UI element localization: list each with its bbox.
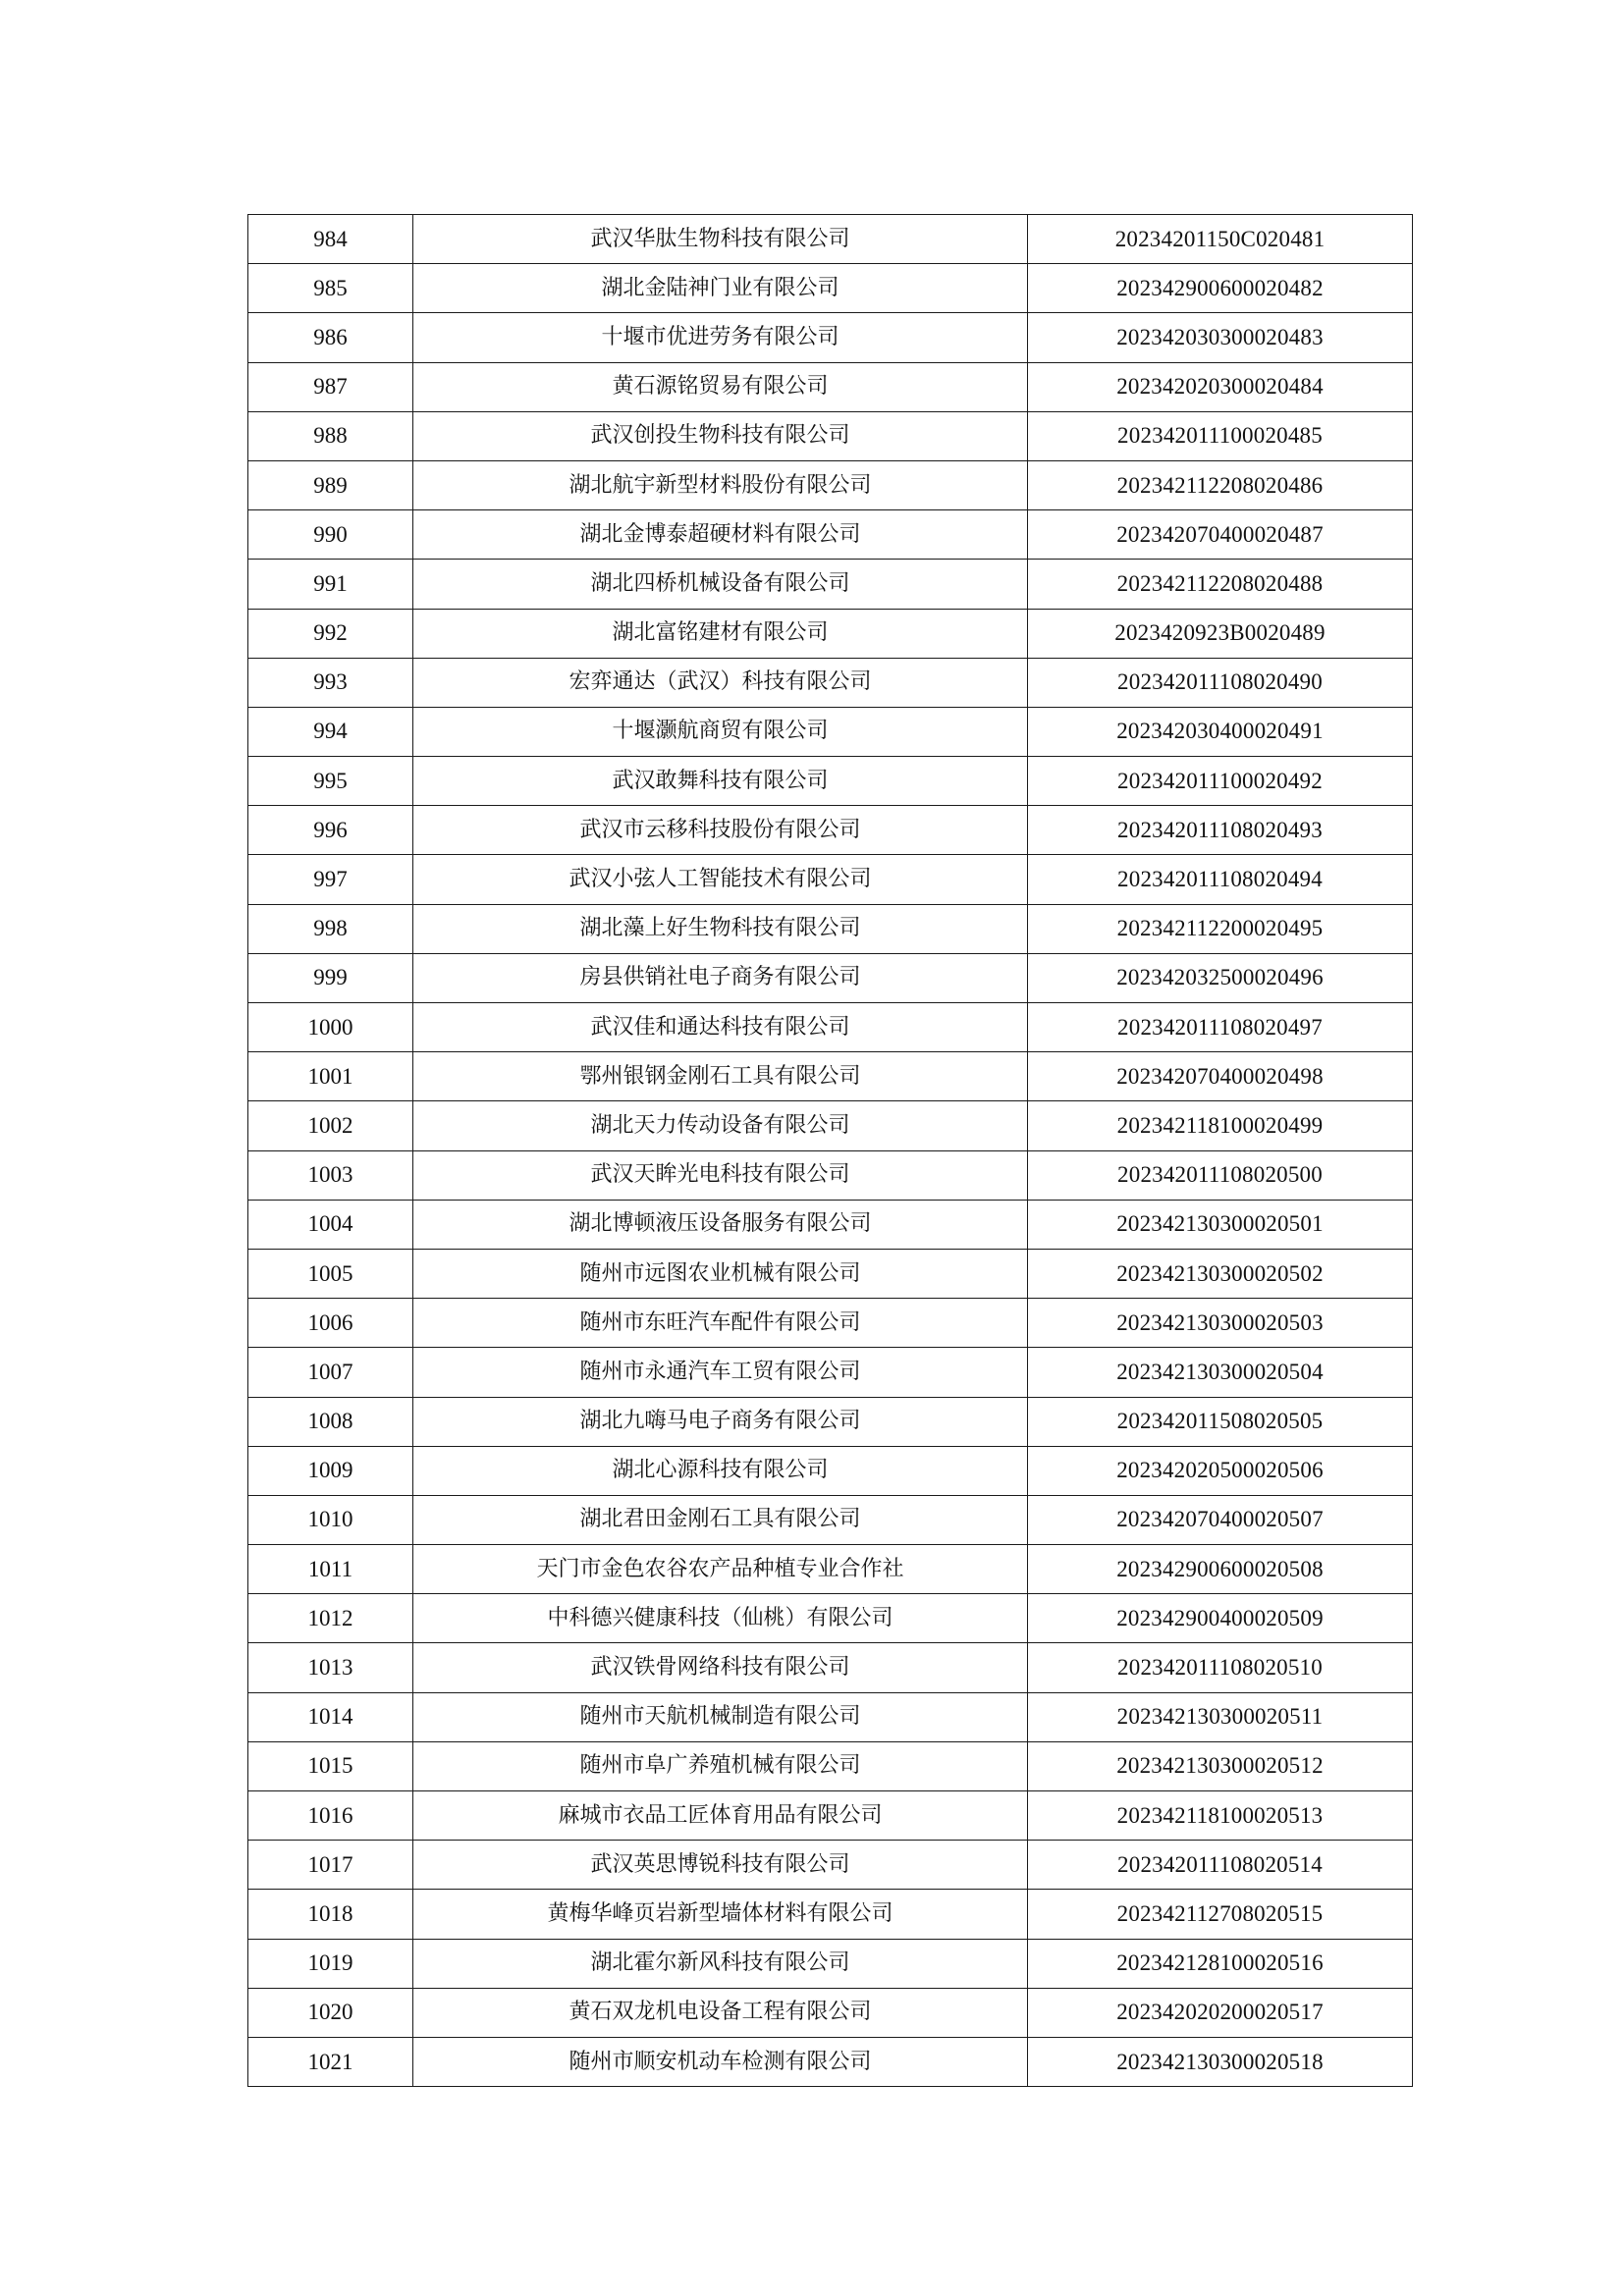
registration-code-cell: 202342130300020512 [1028, 1741, 1413, 1790]
row-index-cell: 987 [248, 362, 413, 411]
row-index-cell: 1001 [248, 1052, 413, 1101]
company-name-cell: 随州市天航机械制造有限公司 [413, 1692, 1028, 1741]
row-index-cell: 995 [248, 757, 413, 806]
row-index-cell: 1019 [248, 1939, 413, 1988]
registration-code-cell: 202342011100020485 [1028, 411, 1413, 460]
registration-code-cell: 202342030400020491 [1028, 707, 1413, 756]
row-index-cell: 996 [248, 806, 413, 855]
company-name-cell: 黄梅华峰页岩新型墙体材料有限公司 [413, 1890, 1028, 1939]
table-row [248, 313, 1413, 362]
registration-code-cell: 202342070400020498 [1028, 1052, 1413, 1101]
company-name-cell: 湖北藻上好生物科技有限公司 [413, 904, 1028, 953]
company-name-cell: 湖北富铭建材有限公司 [413, 609, 1028, 658]
registration-code-cell: 202342011108020510 [1028, 1643, 1413, 1692]
company-name-cell: 武汉佳和通达科技有限公司 [413, 1003, 1028, 1052]
table-row [248, 1988, 1413, 2037]
registration-code-cell: 202342112208020486 [1028, 460, 1413, 509]
company-name-cell: 黄石源铭贸易有限公司 [413, 362, 1028, 411]
row-index-cell: 1020 [248, 1988, 413, 2037]
registration-code-cell: 202342011108020493 [1028, 806, 1413, 855]
table-row [248, 1692, 1413, 1741]
table-row [248, 1643, 1413, 1692]
table-row [248, 1594, 1413, 1643]
company-name-cell: 随州市远图农业机械有限公司 [413, 1249, 1028, 1298]
company-name-cell: 随州市顺安机动车检测有限公司 [413, 2037, 1028, 2086]
table-row [248, 2037, 1413, 2086]
registration-code-cell: 202342900600020482 [1028, 264, 1413, 313]
table-row [248, 1200, 1413, 1249]
company-name-cell: 黄石双龙机电设备工程有限公司 [413, 1988, 1028, 2037]
registration-code-cell: 202342118100020499 [1028, 1101, 1413, 1150]
table-row [248, 1890, 1413, 1939]
company-name-cell: 武汉敢舞科技有限公司 [413, 757, 1028, 806]
company-name-cell: 武汉华肽生物科技有限公司 [413, 215, 1028, 264]
company-name-cell: 十堰市优进劳务有限公司 [413, 313, 1028, 362]
table-row [248, 1052, 1413, 1101]
table-row [248, 1545, 1413, 1594]
registration-code-cell: 202342011108020514 [1028, 1841, 1413, 1890]
registration-code-cell: 202342011100020492 [1028, 757, 1413, 806]
registration-code-cell: 202342112208020488 [1028, 560, 1413, 609]
company-name-cell: 鄂州银钢金刚石工具有限公司 [413, 1052, 1028, 1101]
registration-code-cell: 202342020300020484 [1028, 362, 1413, 411]
table-row [248, 1101, 1413, 1150]
table-row [248, 510, 1413, 560]
row-index-cell: 986 [248, 313, 413, 362]
row-index-cell: 1008 [248, 1397, 413, 1446]
row-index-cell: 998 [248, 904, 413, 953]
row-index-cell: 1010 [248, 1495, 413, 1544]
registration-code-cell: 202342130300020504 [1028, 1348, 1413, 1397]
registration-code-cell: 202342011108020500 [1028, 1150, 1413, 1200]
row-index-cell: 1012 [248, 1594, 413, 1643]
row-index-cell: 990 [248, 510, 413, 560]
registration-code-cell: 202342030300020483 [1028, 313, 1413, 362]
company-name-cell: 武汉铁骨网络科技有限公司 [413, 1643, 1028, 1692]
row-index-cell: 1015 [248, 1741, 413, 1790]
company-name-cell: 湖北金博泰超硬材料有限公司 [413, 510, 1028, 560]
company-name-cell: 湖北心源科技有限公司 [413, 1446, 1028, 1495]
row-index-cell: 1016 [248, 1791, 413, 1841]
company-name-cell: 武汉天眸光电科技有限公司 [413, 1150, 1028, 1200]
row-index-cell: 999 [248, 953, 413, 1002]
table-row [248, 264, 1413, 313]
registration-code-cell: 202342011108020490 [1028, 658, 1413, 707]
table-row [248, 658, 1413, 707]
row-index-cell: 1003 [248, 1150, 413, 1200]
row-index-cell: 997 [248, 855, 413, 904]
company-name-cell: 随州市永通汽车工贸有限公司 [413, 1348, 1028, 1397]
company-name-cell: 房县供销社电子商务有限公司 [413, 953, 1028, 1002]
registration-code-cell: 202342011508020505 [1028, 1397, 1413, 1446]
row-index-cell: 1014 [248, 1692, 413, 1741]
company-name-cell: 湖北金陆神门业有限公司 [413, 264, 1028, 313]
registration-code-cell: 202342011108020497 [1028, 1003, 1413, 1052]
row-index-cell: 992 [248, 609, 413, 658]
company-name-cell: 武汉小弦人工智能技术有限公司 [413, 855, 1028, 904]
row-index-cell: 1018 [248, 1890, 413, 1939]
table-body [248, 215, 1413, 2087]
registration-code-cell: 202342130300020501 [1028, 1200, 1413, 1249]
company-name-cell: 武汉市云移科技股份有限公司 [413, 806, 1028, 855]
registration-code-cell: 202342011108020494 [1028, 855, 1413, 904]
registration-code-cell: 202342112708020515 [1028, 1890, 1413, 1939]
table-row [248, 411, 1413, 460]
company-list-table [247, 214, 1413, 2087]
row-index-cell: 989 [248, 460, 413, 509]
company-name-cell: 湖北九嗨马电子商务有限公司 [413, 1397, 1028, 1446]
company-name-cell: 天门市金色农谷农产品种植专业合作社 [413, 1545, 1028, 1594]
company-name-cell: 中科德兴健康科技（仙桃）有限公司 [413, 1594, 1028, 1643]
table-row [248, 855, 1413, 904]
company-name-cell: 宏弈通达（武汉）科技有限公司 [413, 658, 1028, 707]
registration-code-cell: 202342070400020487 [1028, 510, 1413, 560]
company-name-cell: 湖北四桥机械设备有限公司 [413, 560, 1028, 609]
table-row [248, 362, 1413, 411]
company-name-cell: 随州市阜广养殖机械有限公司 [413, 1741, 1028, 1790]
company-name-cell: 随州市东旺汽车配件有限公司 [413, 1299, 1028, 1348]
company-name-cell: 湖北博顿液压设备服务有限公司 [413, 1200, 1028, 1249]
company-name-cell: 武汉创投生物科技有限公司 [413, 411, 1028, 460]
table-row [248, 215, 1413, 264]
row-index-cell: 1021 [248, 2037, 413, 2086]
table-row [248, 1446, 1413, 1495]
company-name-cell: 十堰灏航商贸有限公司 [413, 707, 1028, 756]
company-name-cell: 湖北天力传动设备有限公司 [413, 1101, 1028, 1150]
table-row [248, 1299, 1413, 1348]
table-row [248, 1939, 1413, 1988]
row-index-cell: 984 [248, 215, 413, 264]
row-index-cell: 994 [248, 707, 413, 756]
row-index-cell: 1002 [248, 1101, 413, 1150]
row-index-cell: 1011 [248, 1545, 413, 1594]
table-row [248, 1348, 1413, 1397]
registration-code-cell: 202342130300020503 [1028, 1299, 1413, 1348]
company-name-cell: 湖北君田金刚石工具有限公司 [413, 1495, 1028, 1544]
table-row [248, 1397, 1413, 1446]
row-index-cell: 1005 [248, 1249, 413, 1298]
table-row [248, 560, 1413, 609]
row-index-cell: 1009 [248, 1446, 413, 1495]
row-index-cell: 993 [248, 658, 413, 707]
registration-code-cell: 202342070400020507 [1028, 1495, 1413, 1544]
registration-code-cell: 20234201150C020481 [1028, 215, 1413, 264]
table-row [248, 1249, 1413, 1298]
registration-code-cell: 2023420923B0020489 [1028, 609, 1413, 658]
row-index-cell: 1007 [248, 1348, 413, 1397]
row-index-cell: 1013 [248, 1643, 413, 1692]
row-index-cell: 985 [248, 264, 413, 313]
row-index-cell: 991 [248, 560, 413, 609]
registration-code-cell: 202342900400020509 [1028, 1594, 1413, 1643]
row-index-cell: 1000 [248, 1003, 413, 1052]
registration-code-cell: 202342128100020516 [1028, 1939, 1413, 1988]
registration-code-cell: 202342020500020506 [1028, 1446, 1413, 1495]
registration-code-cell: 202342130300020502 [1028, 1249, 1413, 1298]
registration-code-cell: 202342130300020518 [1028, 2037, 1413, 2086]
table-row [248, 757, 1413, 806]
registration-code-cell: 202342112200020495 [1028, 904, 1413, 953]
table-row [248, 953, 1413, 1002]
table-row [248, 806, 1413, 855]
table-row [248, 1003, 1413, 1052]
table-row [248, 1791, 1413, 1841]
table-row [248, 460, 1413, 509]
company-name-cell: 湖北航宇新型材料股份有限公司 [413, 460, 1028, 509]
registration-code-cell: 202342032500020496 [1028, 953, 1413, 1002]
table-row [248, 1841, 1413, 1890]
registration-code-cell: 202342130300020511 [1028, 1692, 1413, 1741]
registration-code-cell: 202342118100020513 [1028, 1791, 1413, 1841]
table-row [248, 1741, 1413, 1790]
table-row [248, 1150, 1413, 1200]
company-name-cell: 武汉英思博锐科技有限公司 [413, 1841, 1028, 1890]
row-index-cell: 1004 [248, 1200, 413, 1249]
row-index-cell: 1017 [248, 1841, 413, 1890]
table-row [248, 1495, 1413, 1544]
company-name-cell: 麻城市衣品工匠体育用品有限公司 [413, 1791, 1028, 1841]
registration-code-cell: 202342900600020508 [1028, 1545, 1413, 1594]
table-row [248, 904, 1413, 953]
registration-code-cell: 202342020200020517 [1028, 1988, 1413, 2037]
table-row [248, 707, 1413, 756]
row-index-cell: 988 [248, 411, 413, 460]
company-name-cell: 湖北霍尔新风科技有限公司 [413, 1939, 1028, 1988]
table-row [248, 609, 1413, 658]
row-index-cell: 1006 [248, 1299, 413, 1348]
